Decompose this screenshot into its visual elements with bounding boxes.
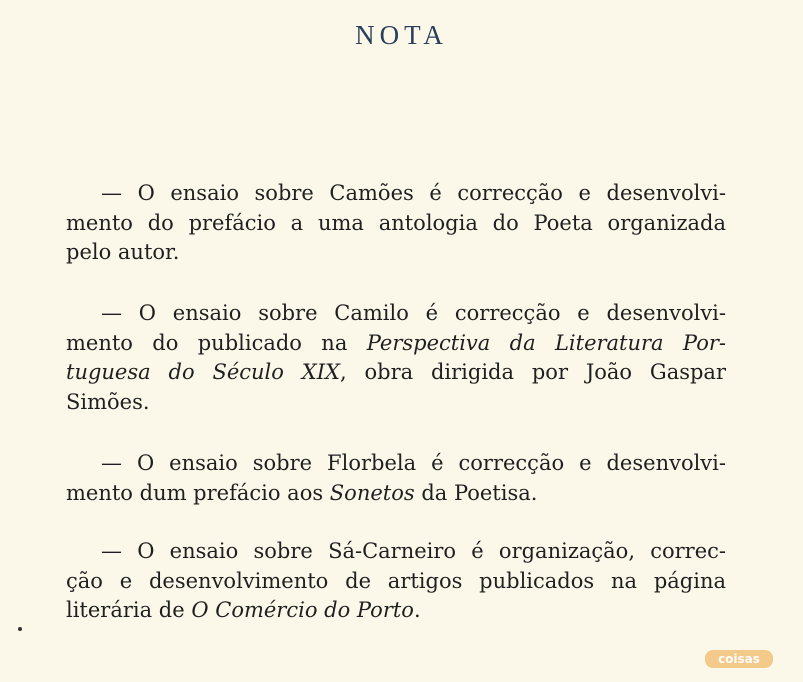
text-segment: , obra dirigida por João Gaspar	[339, 360, 726, 384]
text-line	[66, 595, 726, 625]
italic-text: tuguesa do Século XIX	[66, 360, 340, 384]
text-line	[101, 448, 726, 478]
text-segment: .	[413, 598, 421, 622]
ink-speck	[18, 627, 22, 631]
text-line	[101, 536, 726, 566]
watermark-logo: coisas	[705, 650, 773, 668]
text-segment: — O ensaio sobre Camilo é correcção e desenvolvi-	[101, 301, 726, 325]
text-segment: literária de	[66, 598, 192, 622]
text-segment: — O ensaio sobre Florbela é correcção e desenvolvi-	[101, 451, 726, 475]
text-segment: mento dum prefácio aos	[66, 480, 330, 505]
text-line	[66, 208, 726, 238]
text-segment: da Poetisa.	[414, 480, 538, 505]
page-title: NOTA	[355, 20, 448, 50]
text-segment: mento do prefácio a uma antologia do Poeta organizada	[66, 210, 726, 235]
text-line	[101, 178, 726, 208]
text-line	[66, 387, 726, 417]
text-segment: — O ensaio sobre Camões é correcção e desenvolvi-	[101, 181, 726, 205]
text-segment: — O ensaio sobre Sá-Carneiro é organização, correc-	[101, 539, 726, 563]
text-line	[66, 566, 726, 596]
text-line	[66, 357, 726, 387]
text-segment: pelo autor.	[66, 240, 180, 264]
text-segment: Simões.	[66, 389, 150, 414]
text-segment: mento do publicado na	[66, 330, 367, 355]
italic-text: Perspectiva da Literatura Por-	[366, 330, 726, 355]
text-segment: ção e desenvolvimento de artigos publicados na página	[66, 568, 726, 593]
text-line	[101, 298, 726, 328]
text-line	[66, 478, 726, 508]
italic-text: O Comércio do Porto	[191, 598, 414, 622]
text-line	[66, 328, 726, 358]
italic-text: Sonetos	[329, 480, 415, 505]
text-line	[66, 237, 726, 267]
